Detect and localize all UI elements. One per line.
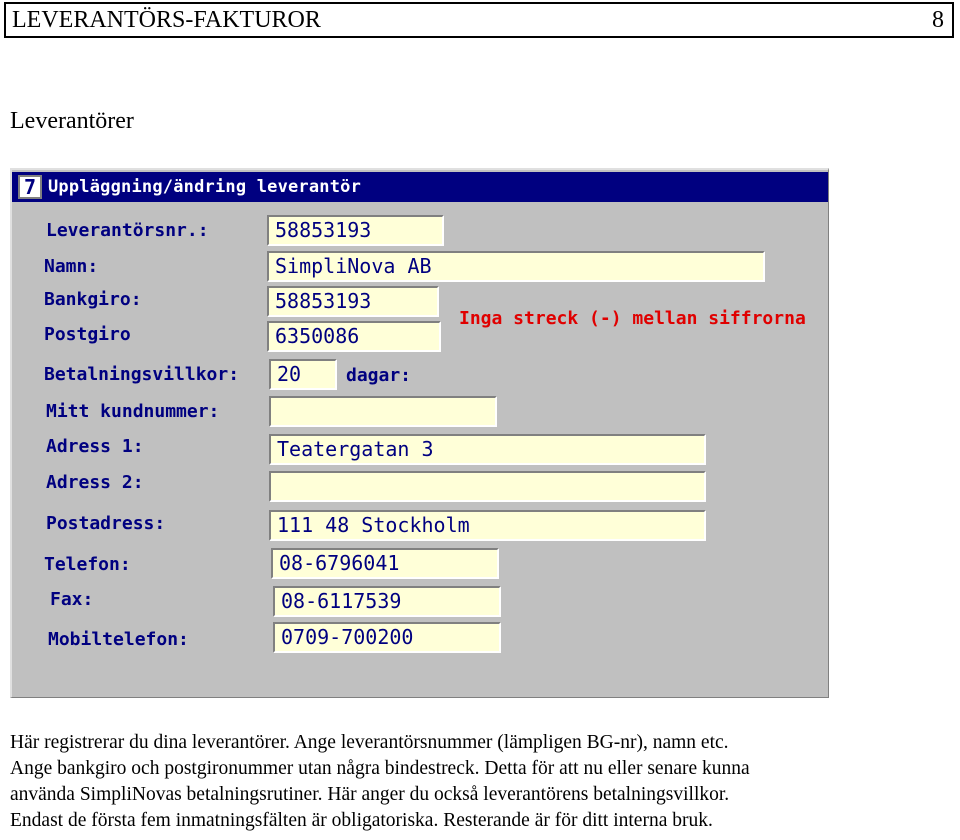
section-title: Leverantörer — [10, 108, 134, 134]
mobiltelefon-label: Mobiltelefon: — [48, 629, 189, 650]
window-titlebar — [12, 172, 828, 202]
adress2-label: Adress 2: — [46, 472, 144, 493]
betalningsvillkor-field[interactable]: 20 — [269, 359, 337, 390]
adress1-field[interactable]: Teatergatan 3 — [269, 434, 706, 465]
postgiro-field[interactable]: 6350086 — [267, 321, 441, 352]
window-title: Uppläggning/ändring leverantör — [48, 177, 362, 197]
description-line: använda SimpliNovas betalningsrutiner. Här anger du också leverantörens betalningsvillkor. — [10, 784, 730, 805]
betalningsvillkor-label: Betalningsvillkor: — [44, 364, 240, 385]
description-line: Ange bankgiro och postgironummer utan några bindestreck. Detta för att nu eller senare kunna — [10, 758, 750, 779]
mobiltelefon-field[interactable]: 0709-700200 — [273, 622, 501, 653]
adress1-label: Adress 1: — [46, 436, 144, 457]
page-header — [4, 2, 954, 38]
leverantorsnr-field[interactable]: 58853193 — [267, 215, 444, 246]
supplier-form-window — [10, 168, 829, 698]
postgiro-label: Postgiro — [44, 324, 131, 345]
no-dashes-note: Inga streck (-) mellan siffrorna — [459, 308, 806, 329]
telefon-label: Telefon: — [44, 554, 131, 575]
leverantorsnr-label: Leverantörsnr.: — [46, 220, 209, 241]
system-menu-icon[interactable]: 7 — [18, 175, 42, 199]
adress2-field[interactable] — [269, 471, 706, 502]
namn-label: Namn: — [44, 256, 99, 277]
mitt-kundnummer-label: Mitt kundnummer: — [46, 401, 220, 422]
dagar-label: dagar: — [346, 365, 412, 386]
mitt-kundnummer-field[interactable] — [269, 396, 497, 427]
document-title: LEVERANTÖRS-FAKTUROR — [12, 6, 321, 33]
telefon-field[interactable]: 08-6796041 — [271, 548, 499, 579]
bankgiro-label: Bankgiro: — [44, 289, 142, 310]
postadress-label: Postadress: — [46, 513, 166, 534]
namn-field[interactable]: SimpliNova AB — [267, 251, 765, 282]
bankgiro-field[interactable]: 58853193 — [267, 286, 439, 317]
fax-label: Fax: — [50, 589, 94, 610]
page-number: 8 — [932, 6, 944, 33]
fax-field[interactable]: 08-6117539 — [273, 586, 501, 617]
postadress-field[interactable]: 111 48 Stockholm — [269, 510, 706, 541]
description-line: Här registrerar du dina leverantörer. Ange leverantörsnummer (lämpligen BG-nr), namn etc. — [10, 732, 729, 753]
description-line: Endast de första fem inmatningsfälten är obligatoriska. Resterande är för ditt interna bruk. — [10, 810, 713, 831]
description-text — [10, 730, 955, 834]
